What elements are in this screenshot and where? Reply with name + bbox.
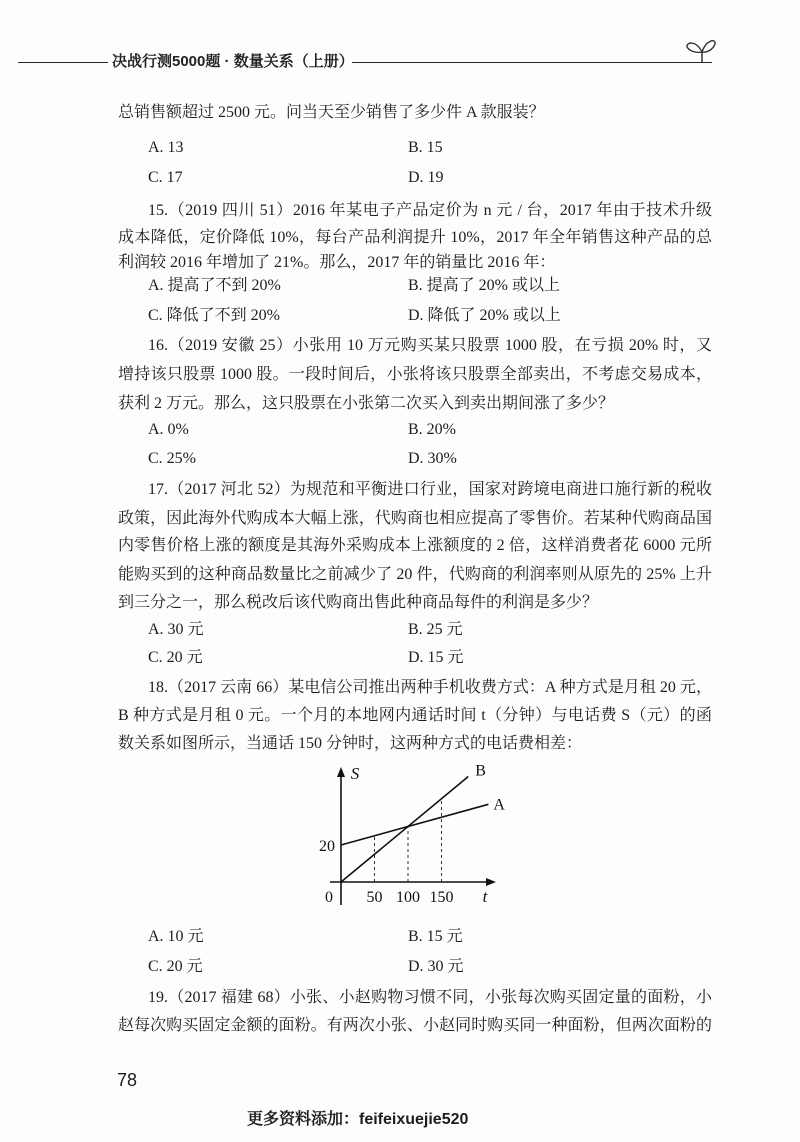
option-a: A. 13: [148, 139, 184, 156]
x-axis-label: t: [482, 887, 488, 906]
option-d: D. 19: [408, 169, 444, 186]
x-tick-label: 150: [429, 889, 454, 906]
footer-note: 更多资料添加：feifeixuejie520: [247, 1111, 469, 1128]
y-axis-arrow: [337, 767, 345, 777]
option-b: B. 15: [408, 139, 443, 156]
question-text-line: 总销售额超过 2500 元。问当天至少销售了多少件 A 款服装？: [118, 104, 545, 121]
option-d: D. 降低了 20% 或以上: [408, 307, 561, 324]
option-a: A. 30 元: [148, 621, 204, 638]
option-d: D. 30 元: [408, 958, 464, 975]
question-17-line: 内零售价格上涨的额度是其海外采购成本上涨额度的 2 倍，这样消费者花 6000 元所: [118, 537, 712, 554]
option-a: A. 提高了不到 20%: [148, 277, 281, 294]
header-rule-left: [18, 62, 108, 63]
y-tick-label: 20: [319, 838, 335, 855]
option-b: B. 15 元: [408, 928, 463, 945]
option-d: D. 15 元: [408, 649, 464, 666]
header-title: 决战行测5000题 · 数量关系（上册）: [112, 53, 354, 70]
page-number: 78: [117, 1070, 138, 1090]
option-b: B. 25 元: [408, 621, 463, 638]
question-17-line: 到三分之一，那么税改后该代购商出售此种商品每件的利润是多少？: [118, 594, 599, 611]
option-d: D. 30%: [408, 450, 457, 467]
question-17-line: 能购买到的这种商品数量比之前减少了 20 件，代购商的利润率则从原先的 25% 上升: [118, 566, 712, 583]
question-15-line: 利润较 2016 年增加了 21%。那么，2017 年的销量比 2016 年：: [118, 254, 556, 271]
y-axis-label: S: [350, 764, 360, 783]
series-line-B: [341, 777, 468, 882]
x-tick-label: 50: [366, 889, 383, 906]
series-label-A: A: [493, 796, 505, 814]
option-c: C. 20 元: [148, 958, 203, 975]
x-axis-arrow: [486, 878, 496, 886]
question-16-line: 16.（2019 安徽 25）小张用 10 万元购买某只股票 1000 股，在亏损 20% 时，又: [148, 337, 712, 354]
question-17-line: 17.（2017 河北 52）为规范和平衡进口行业，国家对跨境电商进口施行新的税收: [148, 481, 712, 498]
question-16-line: 增持该只股票 1000 股。一段时间后，小张将该只股票全部卖出，不考虑交易成本，: [118, 366, 712, 383]
option-c: C. 17: [148, 169, 183, 186]
option-c: C. 20 元: [148, 649, 203, 666]
question-16-line: 获利 2 万元。那么，这只股票在小张第二次买入到卖出期间涨了多少？: [118, 395, 615, 412]
x-tick-label: 100: [396, 889, 420, 906]
sprout-icon: [680, 32, 720, 66]
option-b: B. 提高了 20% 或以上: [408, 277, 561, 294]
option-c: C. 降低了不到 20%: [148, 307, 281, 324]
option-c: C. 25%: [148, 450, 196, 467]
question-18-line: 数关系如图所示，当通话 150 分钟时，这两种方式的电话费相差：: [118, 735, 583, 752]
option-a: A. 0%: [148, 421, 189, 438]
series-label-B: B: [475, 762, 486, 780]
question-15-line: 成本降低，定价降低 10%，每台产品利润提升 10%，2017 年全年销售这种产品的总: [118, 229, 712, 246]
option-b: B. 20%: [408, 421, 456, 438]
question-18-line: 18.（2017 云南 66）某电信公司推出两种手机收费方式：A 种方式是月租 20 元，: [148, 679, 712, 696]
series-line-A: [341, 804, 488, 845]
question-18-line: B 种方式是月租 0 元。一个月的本地网内通话时间 t（分钟）与电话费 S（元）的函: [118, 707, 712, 724]
question-19-line: 19.（2017 福建 68）小张、小赵购物习惯不同，小张每次购买固定量的面粉，小: [148, 989, 712, 1006]
chart: [300, 755, 530, 915]
question-17-line: 政策，因此海外代购成本大幅上涨，代购商也相应提高了零售价。若某种代购商品国: [118, 510, 712, 527]
origin-label: 0: [325, 889, 333, 906]
header-rule-right: [352, 62, 712, 63]
option-a: A. 10 元: [148, 928, 204, 945]
question-19-line: 赵每次购买固定金额的面粉。有两次小张、小赵同时购买同一种面粉，但两次面粉的: [118, 1017, 712, 1034]
question-15-line: 15.（2019 四川 51）2016 年某电子产品定价为 n 元 / 台，2017 年由于技术升级: [148, 202, 712, 219]
